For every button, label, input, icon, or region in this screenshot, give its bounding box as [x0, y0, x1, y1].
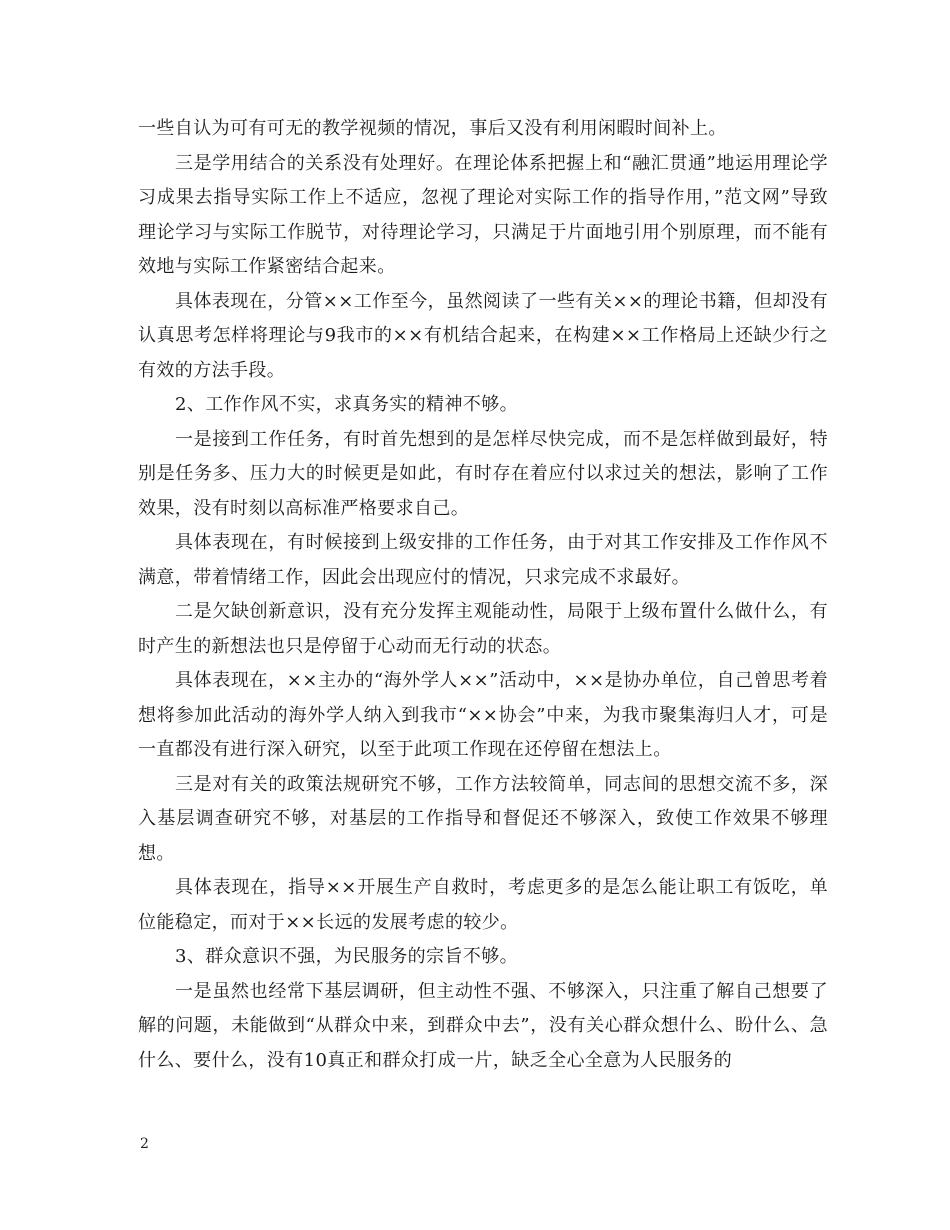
- page-number: 2: [140, 1136, 149, 1152]
- section-heading-2: 2、工作作风不实，求真务实的精神不够。: [175, 394, 519, 415]
- paragraph-1: 一些自认为可有可无的教学视频的情况，事后又没有利用闲暇时间补上。: [138, 118, 727, 139]
- paragraph-9: 三是对有关的政策法规研究不够，工作方法较简单，同志间的思想交流不多，深入基层调查研究不够，对基层的工作指导和督促还不够深入，致使工作效果不够理想。: [138, 773, 828, 864]
- paragraph-8: 具体表现在，××主办的“海外学人××”活动中，××是协办单位，自己曾思考着想将参加此活动的海外学人纳入到我市“××协会”中来，为我市聚集海归人才，可是一直都没有进行深入研究，以至于此项工作现在还停留在想法上。: [138, 670, 828, 760]
- section-heading-3: 3、群众意识不强，为民服务的宗旨不够。: [175, 946, 519, 967]
- paragraph-5: 一是接到工作任务，有时首先想到的是怎样尽快完成，而不是怎样做到最好，特别是任务多、压力大的时候更是如此，有时存在着应付以求过关的想法，影响了工作效果，没有时刻以高标准严格要求自己。: [138, 428, 828, 519]
- paragraph-12: 一是虽然也经常下基层调研，但主动性不强、不够深入，只注重了解自己想要了解的问题，未能做到“从群众中来，到群众中去”，没有关心群众想什么、盼什么、急什么、要什么，没有10真正和群众打成一片，缺乏全心全意为人民服务的: [138, 980, 828, 1071]
- document-body: [138, 112, 828, 1078]
- paragraph-3: 具体表现在，分管××工作至今，虽然阅读了一些有关××的理论书籍，但却没有认真思考怎样将理论与9我市的××有机结合起来，在构建××工作格局上还缺少行之有效的方法手段。: [138, 290, 828, 381]
- paragraph-10: 具体表现在，指导××开展生产自救时，考虑更多的是怎么能让职工有饭吃，单位能稳定，而对于××长远的发展考虑的较少。: [138, 877, 828, 933]
- paragraph-7: 二是欠缺创新意识，没有充分发挥主观能动性，局限于上级布置什么做什么，有时产生的新想法也只是停留于心动而无行动的状态。: [138, 601, 828, 657]
- paragraph-2: 三是学用结合的关系没有处理好。在理论体系把握上和“融汇贯通”地运用理论学习成果去指导实际工作上不适应，忽视了理论对实际工作的指导作用，”范文网”导致理论学习与实际工作脱节，对待理论学习，只满足于片面地引用个别原理，而不能有效地与实际工作紧密结合起来。: [138, 152, 828, 277]
- paragraph-6: 具体表现在，有时候接到上级安排的工作任务，由于对其工作安排及工作作风不满意，带着情绪工作，因此会出现应付的情况，只求完成不求最好。: [138, 532, 828, 588]
